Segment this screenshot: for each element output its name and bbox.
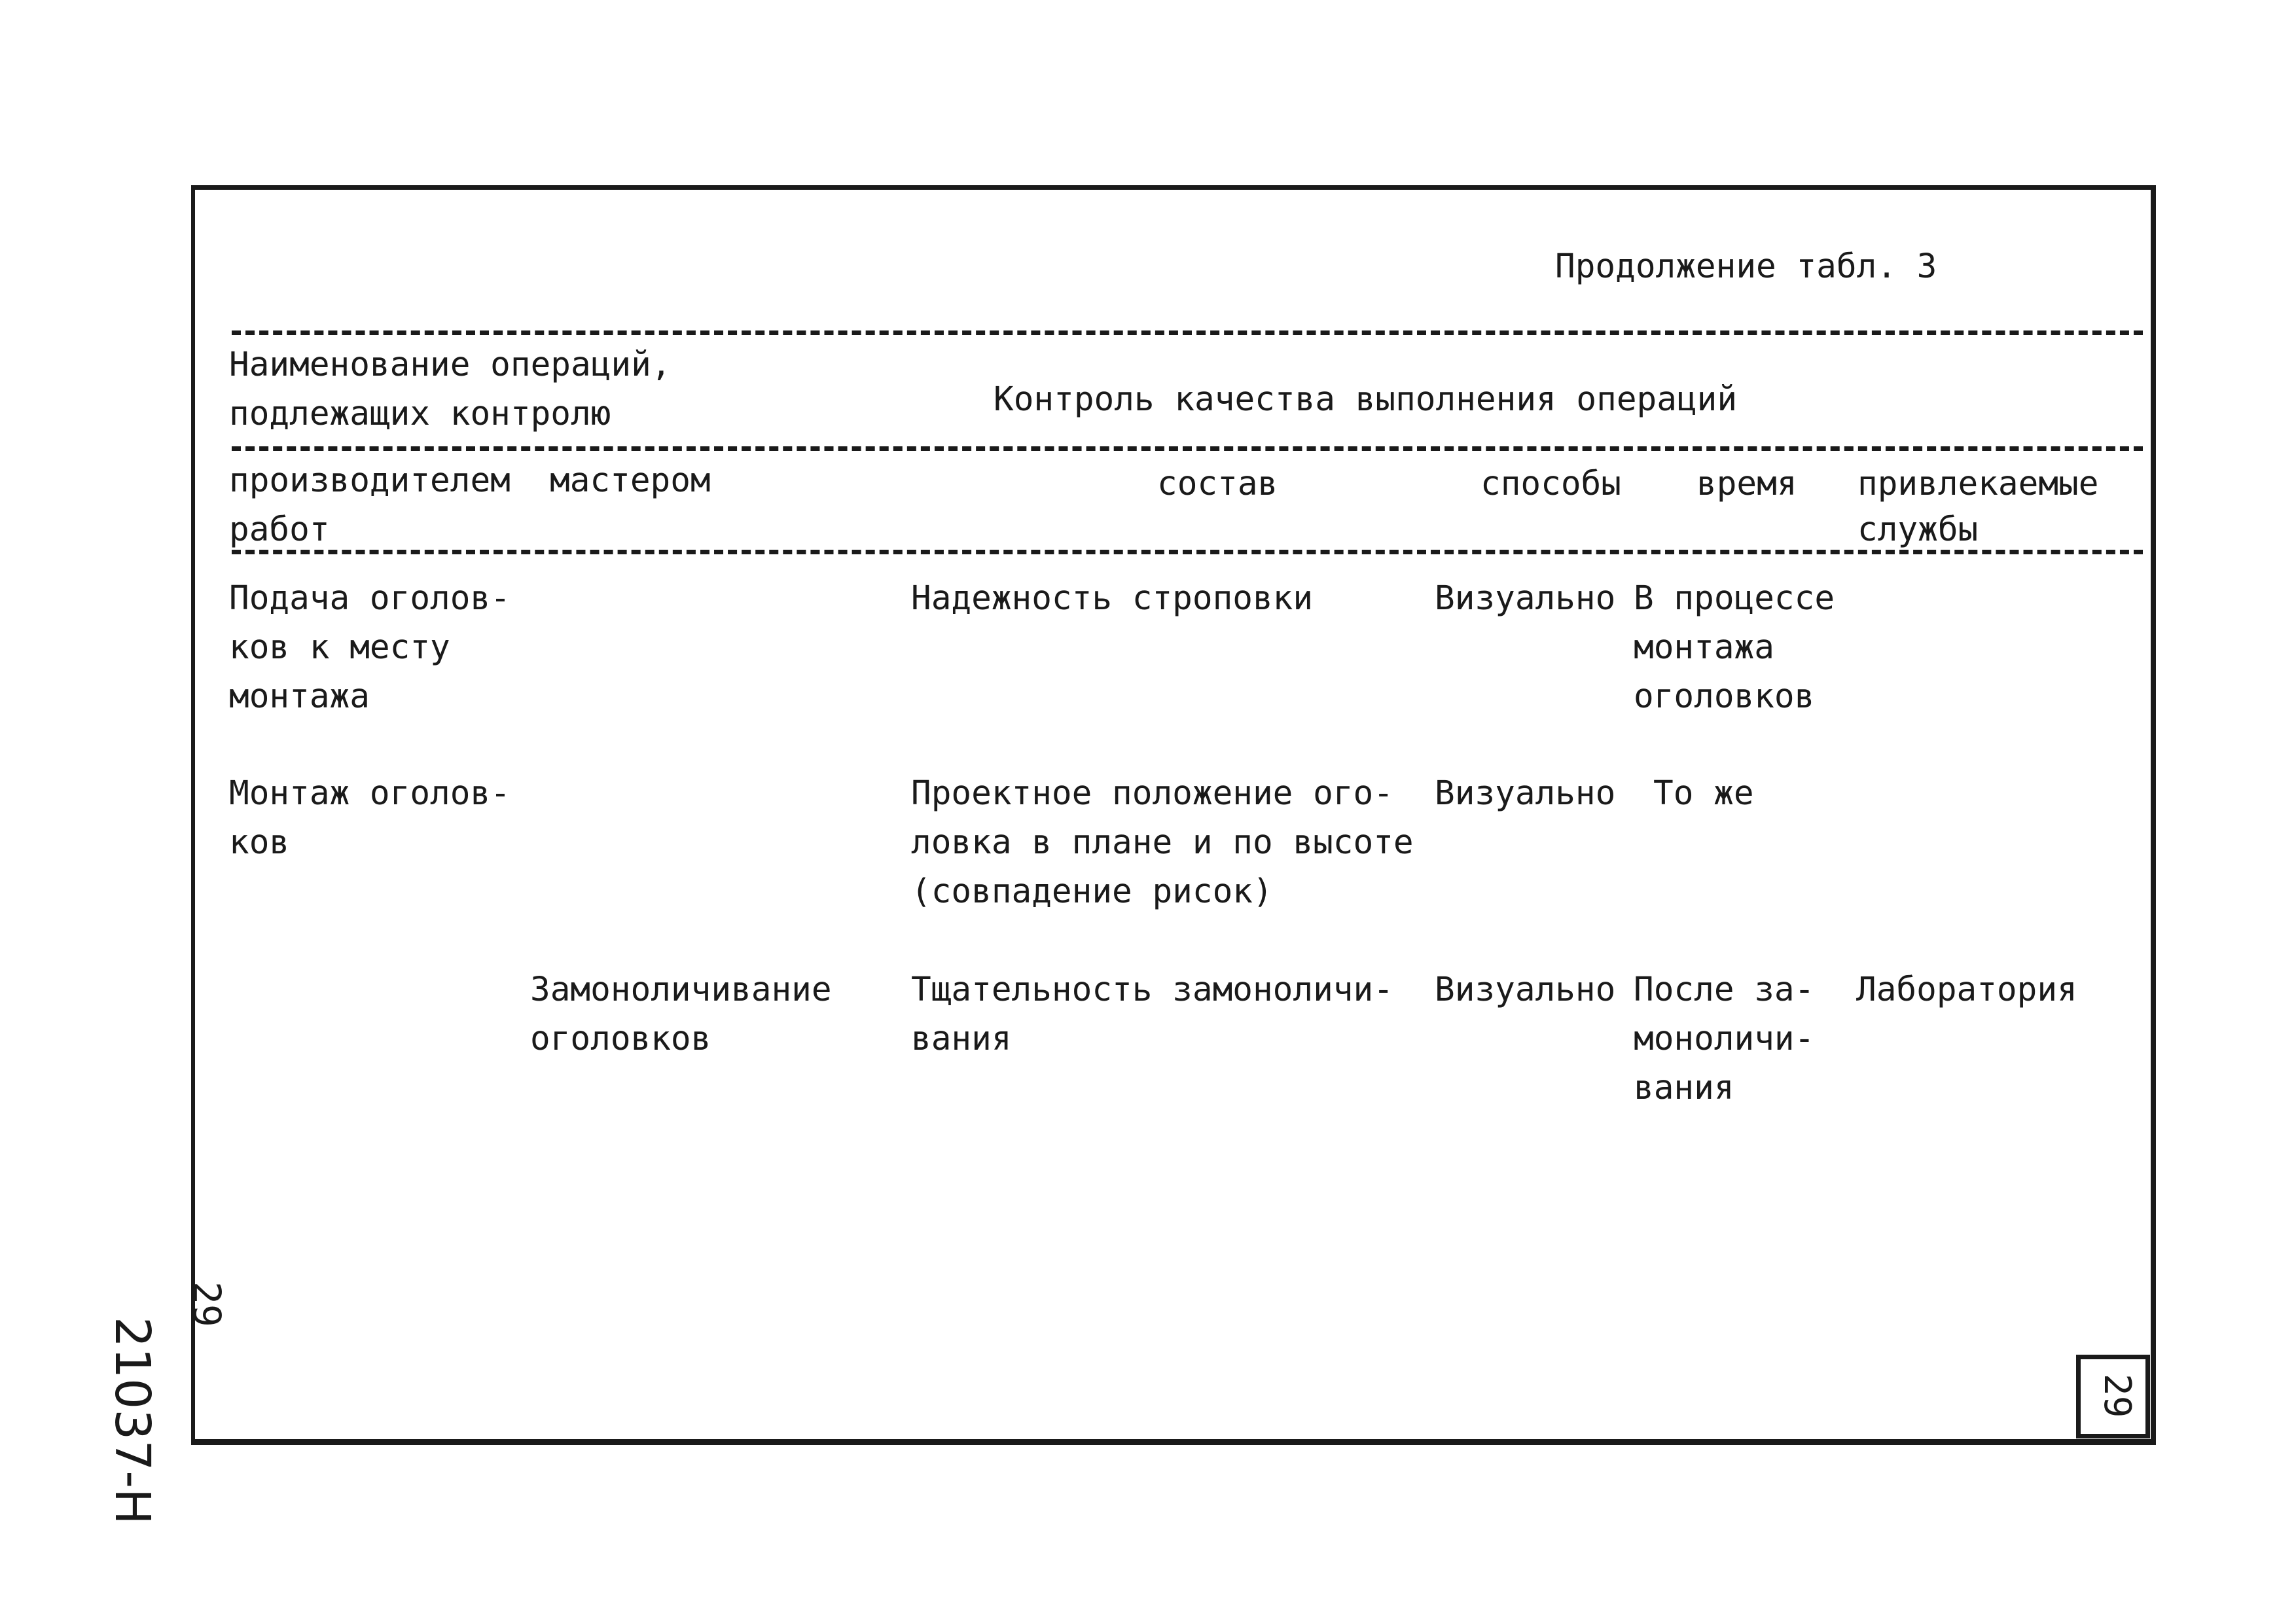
col-header-time: время [1696,465,1797,503]
row2-producer-1: Монтаж оголов- [229,774,511,813]
row1-time-1: В процессе [1634,579,1835,618]
rule-header-mid [232,446,2143,451]
row1-producer-3: монтажа [229,677,370,716]
ops-header-line-2: подлежащих контролю [229,395,611,433]
row1-producer-1: Подача оголов- [229,579,511,618]
row2-producer-2: ков [229,823,290,862]
row3-time-1: После за- [1634,971,1815,1009]
row3-composition-1: Тщательность замоноличи- [911,971,1393,1009]
control-header: Контроль качества выполнения операций [994,380,1738,419]
col-header-composition: состав [1157,465,1278,503]
row2-time-1: То же [1653,774,1754,813]
side-page-number: 29 [185,1281,229,1327]
row3-time-2: моноличи- [1634,1020,1815,1058]
row2-composition-2: ловка в плане и по высоте [911,823,1414,862]
col-header-producer-2: работ [229,510,330,549]
row1-method: Визуально [1435,579,1616,618]
ops-header-line-1: Наименование операций, [229,346,672,384]
row2-composition-3: (совпадение рисок) [911,872,1273,911]
side-document-number: 21037-H [104,1317,160,1525]
row3-master-2: оголовков [530,1020,711,1058]
page-number-box [2076,1355,2150,1438]
row1-composition-1: Надежность строповки [911,579,1314,618]
col-header-master: мастером [550,461,711,500]
rule-top [232,330,2143,335]
page-number: 29 [2096,1374,2138,1418]
col-header-services-1: привлекаемые [1857,465,2099,503]
col-header-producer-1: производителем [229,461,511,500]
row3-composition-2: вания [911,1020,1012,1058]
row1-producer-2: ков к месту [229,628,450,667]
row3-services: Лаборатория [1856,971,2077,1009]
row3-method: Визуально [1435,971,1616,1009]
row3-master-1: Замоноличивание [530,971,832,1009]
row1-time-3: оголовков [1634,677,1815,716]
row2-composition-1: Проектное положение ого- [911,774,1393,813]
col-header-methods: способы [1480,465,1621,503]
rule-header-bottom [232,550,2143,554]
col-header-services-2: службы [1857,510,1979,549]
row3-time-3: вания [1634,1069,1734,1107]
row1-time-2: монтажа [1634,628,1774,667]
row2-method: Визуально [1435,774,1616,813]
table-caption: Продолжение табл. 3 [1555,247,1937,286]
